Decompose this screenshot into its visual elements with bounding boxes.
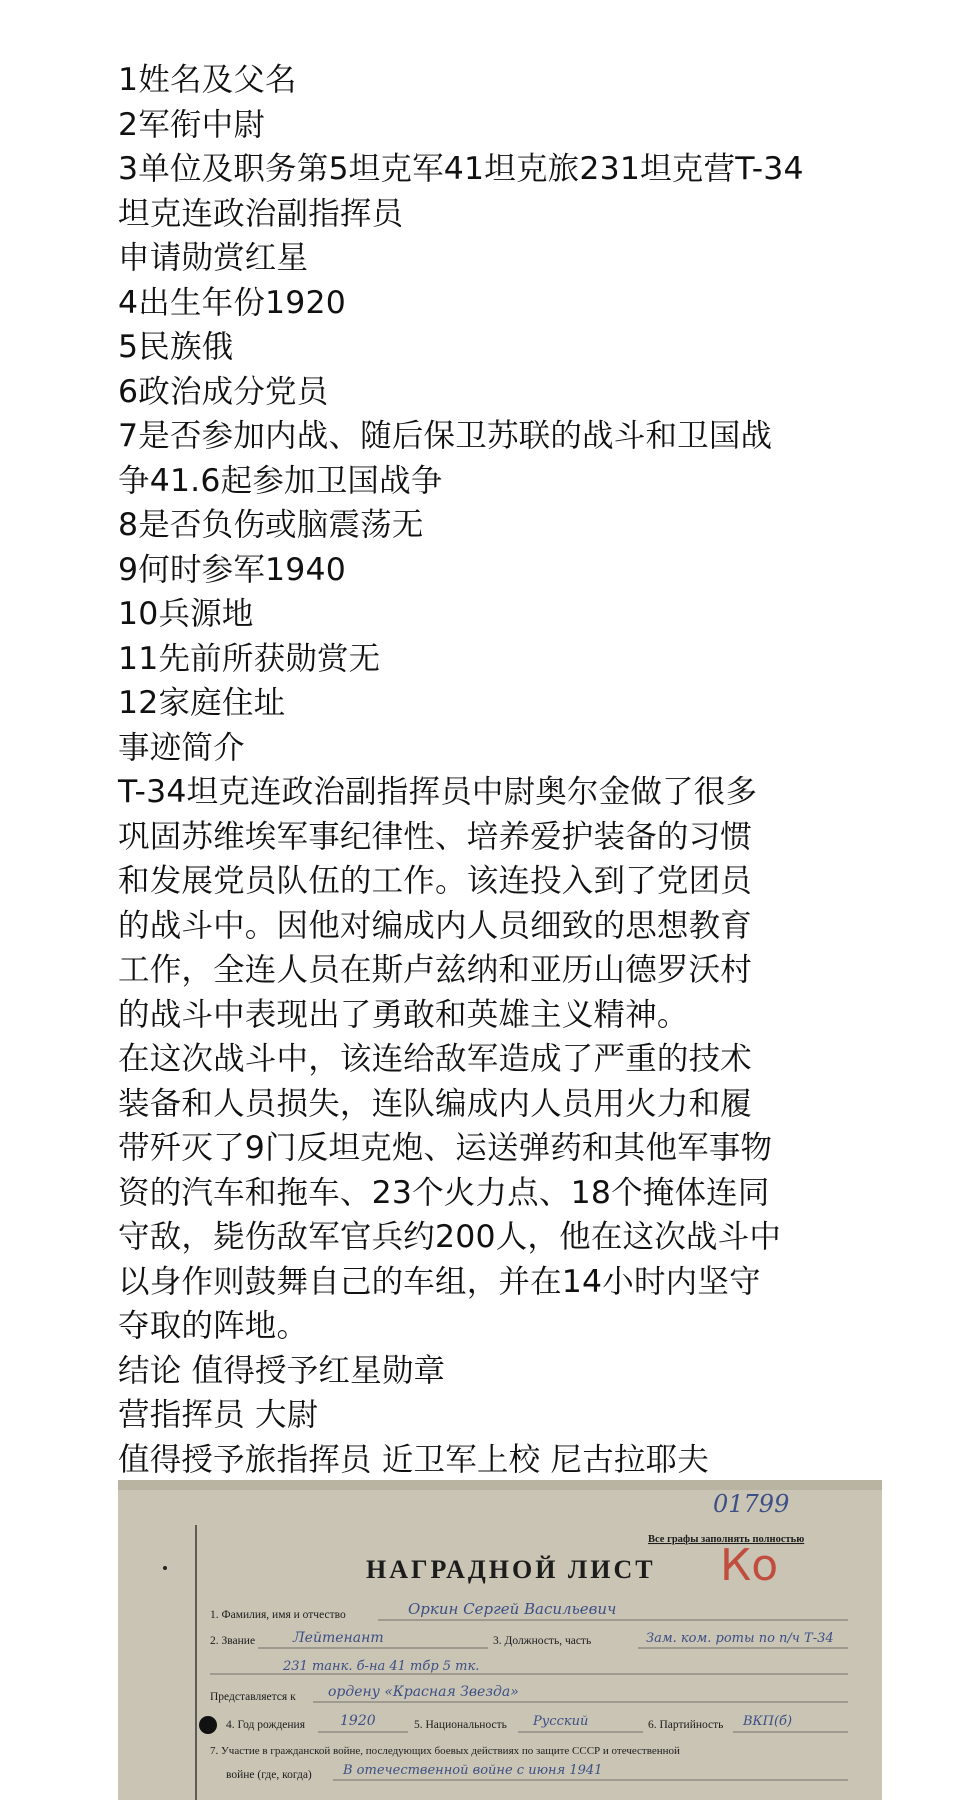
- translation-text: [118, 58, 888, 1482]
- text-line: 带歼灭了9门反坦克炮、运送弹药和其他军事物: [118, 1130, 773, 1166]
- text-line: 营指挥员 大尉: [118, 1397, 319, 1433]
- field-6-value: ВКП(б): [743, 1714, 793, 1729]
- text-line: 11先前所获勋赏无: [118, 640, 381, 677]
- paper-edge: [118, 1480, 882, 1490]
- text-line: 坦克连政治副指挥员: [118, 195, 404, 232]
- field-1-value: Оркин Сергей Васильевич: [408, 1600, 617, 1618]
- red-pencil-mark: Ко: [720, 1540, 779, 1591]
- text-line: 5民族俄: [118, 329, 234, 365]
- presented-to-label: Представляется к: [210, 1691, 296, 1703]
- text-line: 7是否参加内战、随后保卫苏联的战斗和卫国战: [118, 418, 773, 454]
- text-line: 9何时参军1940: [118, 551, 347, 588]
- text-line: 3单位及职务第5坦克军41坦克旅231坦克营T-34: [118, 151, 804, 187]
- text-line: 工作，全连人员在斯卢兹纳和亚历山德罗沃村: [118, 952, 753, 988]
- award-sheet-scan: [118, 1480, 882, 1800]
- text-line: 值得授予旅指挥员 近卫军上校 尼古拉耶夫: [118, 1441, 710, 1478]
- text-line: 争41.6起参加卫国战争: [118, 462, 443, 499]
- field-7-label: 7. Участие в гражданской войне, последующих боевых действиях по защите СССР и отечественной: [210, 1745, 680, 1757]
- text-line: 和发展党员队伍的工作。该连投入到了党团员: [118, 863, 753, 899]
- text-line: 6政治成分党员: [118, 373, 329, 410]
- text-line: 事迹简介: [118, 729, 245, 766]
- text-line: 2军衔中尉: [118, 106, 266, 143]
- presented-to-value: ордену «Красная Звезда»: [328, 1684, 519, 1700]
- field-2-label: 2. Звание: [210, 1635, 256, 1647]
- text-line: 8是否负伤或脑震荡无: [118, 507, 424, 543]
- field-2-value: Лейтенант: [293, 1630, 384, 1646]
- field-7-value: В отечественной войне с июня 1941: [343, 1763, 603, 1778]
- text-line: 申请勋赏红星: [118, 240, 309, 276]
- text-line: 在这次战斗中，该连给敌军造成了严重的技术: [118, 1041, 753, 1077]
- text-line: 12家庭住址: [118, 685, 286, 721]
- text-line: 10兵源地: [118, 596, 254, 632]
- field-3-value: Зам. ком. роты по п/ч Т-34: [646, 1631, 834, 1646]
- field-1-label: 1. Фамилия, имя и отчество: [210, 1609, 346, 1621]
- text-line: 装备和人员损失，连队编成内人员用火力和履: [118, 1085, 753, 1122]
- text-line: 以身作则鼓舞自己的车组，并在14小时内坚守: [118, 1263, 761, 1300]
- field-6-label: 6. Партийность: [648, 1719, 724, 1731]
- field-3-value-line-2: 231 танк. б-на 41 тбр 5 тк.: [283, 1659, 480, 1674]
- text-line: T-34坦克连政治副指挥员中尉奥尔金做了很多: [118, 774, 758, 810]
- field-4-label: 4. Год рождения: [226, 1719, 305, 1731]
- award-sheet-image: [118, 1480, 882, 1800]
- fill-all-note: Все графы заполнять полностью: [648, 1534, 805, 1545]
- field-5-value: Русский: [533, 1714, 589, 1729]
- punch-hole: [199, 1716, 217, 1734]
- text-line: 结论 值得授予红星勋章: [118, 1352, 446, 1389]
- text-line: 资的汽车和拖车、23个火力点、18个掩体连同: [118, 1174, 770, 1211]
- field-4-value: 1920: [340, 1713, 376, 1729]
- sheet-number: 01799: [713, 1490, 790, 1518]
- text-line: 守敌，毙伤敌军官兵约200人，他在这次战斗中: [118, 1219, 782, 1255]
- text-line: 巩固苏维埃军事纪律性、培养爱护装备的习惯: [118, 818, 753, 855]
- field-5-label: 5. Национальность: [414, 1719, 507, 1731]
- ink-dot: [163, 1566, 167, 1570]
- text-line: 夺取的阵地。: [118, 1308, 309, 1344]
- text-line: 的战斗中。因他对编成内人员细致的思想教育: [118, 907, 753, 944]
- field-3-label: 3. Должность, часть: [493, 1635, 592, 1647]
- text-line: 4出生年份1920: [118, 284, 347, 321]
- field-7-label-2: войне (где, когда): [226, 1769, 312, 1781]
- sheet-title: НАГРАДНОЙ ЛИСТ: [366, 1555, 656, 1584]
- text-line: 的战斗中表现出了勇敢和英雄主义精神。: [118, 996, 689, 1033]
- text-line: 1姓名及父名: [118, 62, 297, 98]
